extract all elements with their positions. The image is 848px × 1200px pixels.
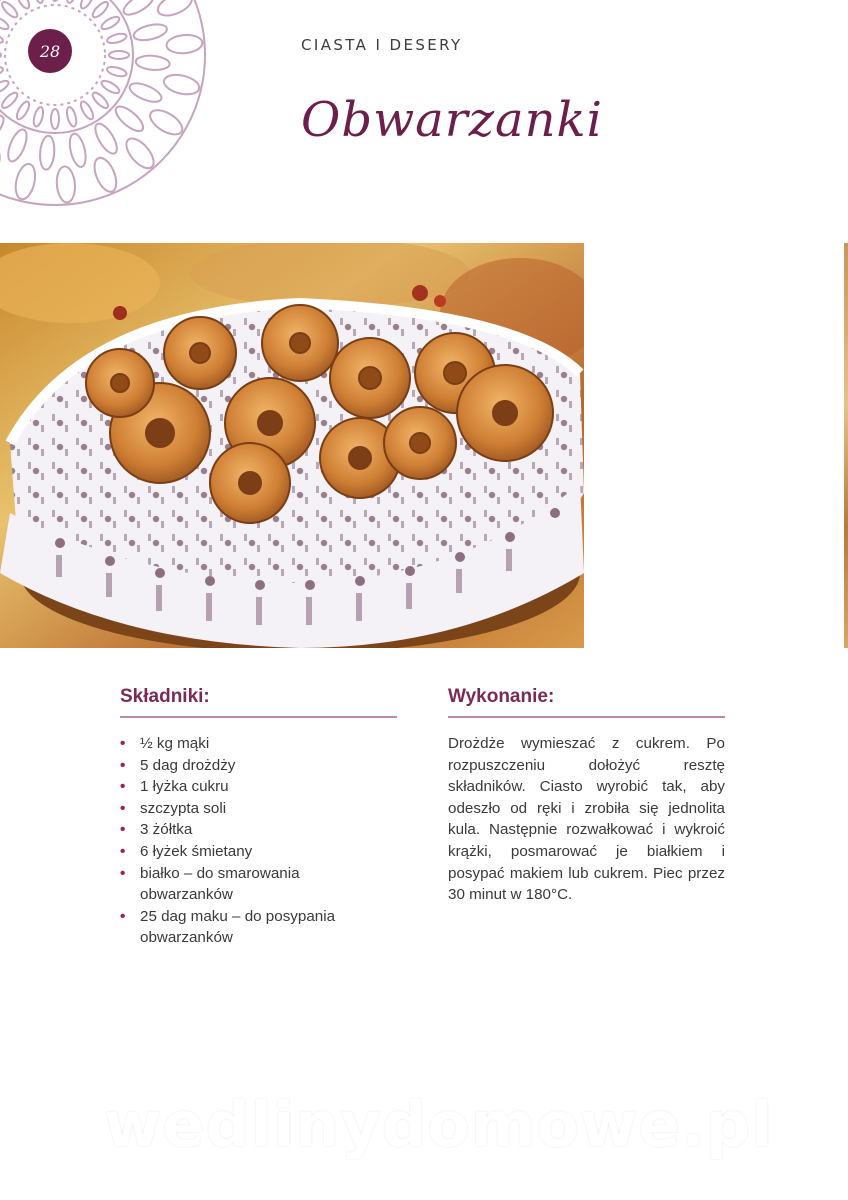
bullet-icon: • <box>120 907 126 925</box>
bullet-icon: • <box>120 735 126 752</box>
ingredient-item <box>120 819 390 841</box>
recipe-title: Obwarzanki <box>301 92 603 148</box>
ingredient-item <box>120 733 390 755</box>
ingredient-item <box>120 841 390 863</box>
bullet-icon: • <box>120 756 126 774</box>
ingredient-text: 5 dag drożdży <box>140 756 236 774</box>
ingredients-heading: Składniki: <box>120 686 397 718</box>
photo-edge-strip <box>844 243 848 648</box>
page-number: 28 <box>39 41 61 61</box>
method-text: Drożdże wymieszać z cukrem. Po rozpuszczeniu dołożyć resztę składników. Ciasto wyrobić tak, aby odeszło od ręki i zrobiła się jednolita kula. Następnie rozwałkować i wykroić krążki, posmarować je białkiem i posypać makiem lub cukrem. Piec przez 30 minut w 180°C. <box>448 735 725 904</box>
ingredient-text: 3 żółtka <box>140 821 193 839</box>
ingredient-text: 6 łyżek śmietany <box>140 842 253 860</box>
ingredient-text: 1 łyżka cukru <box>140 778 229 796</box>
bullet-icon: • <box>120 821 126 839</box>
ingredients-list <box>120 733 390 949</box>
ingredient-item <box>120 863 390 906</box>
ingredient-item <box>120 755 390 777</box>
rosette-ornament <box>0 0 220 220</box>
ingredient-item <box>120 798 390 820</box>
bullet-icon: • <box>120 842 126 860</box>
section-label: CIASTA I DESERY <box>301 36 463 54</box>
ingredient-text: białko – do smarowania obwarzanków <box>140 864 300 904</box>
bullet-icon: • <box>120 864 126 882</box>
watermark: wedlinydomowe.pl <box>104 1088 774 1161</box>
bullet-icon: • <box>120 778 126 796</box>
ingredient-item <box>120 776 390 798</box>
photo-icon <box>0 243 584 648</box>
ingredient-text: 25 dag maku – do posypania obwarzanków <box>140 907 336 947</box>
ingredient-text: ½ kg mąki <box>140 735 210 752</box>
recipe-photo <box>0 243 584 648</box>
method-heading: Wykonanie: <box>448 686 725 718</box>
ingredient-item <box>120 906 390 949</box>
bullet-icon: • <box>120 799 126 817</box>
page-number-badge <box>28 29 72 73</box>
ingredient-text: szczypta soli <box>140 799 227 817</box>
